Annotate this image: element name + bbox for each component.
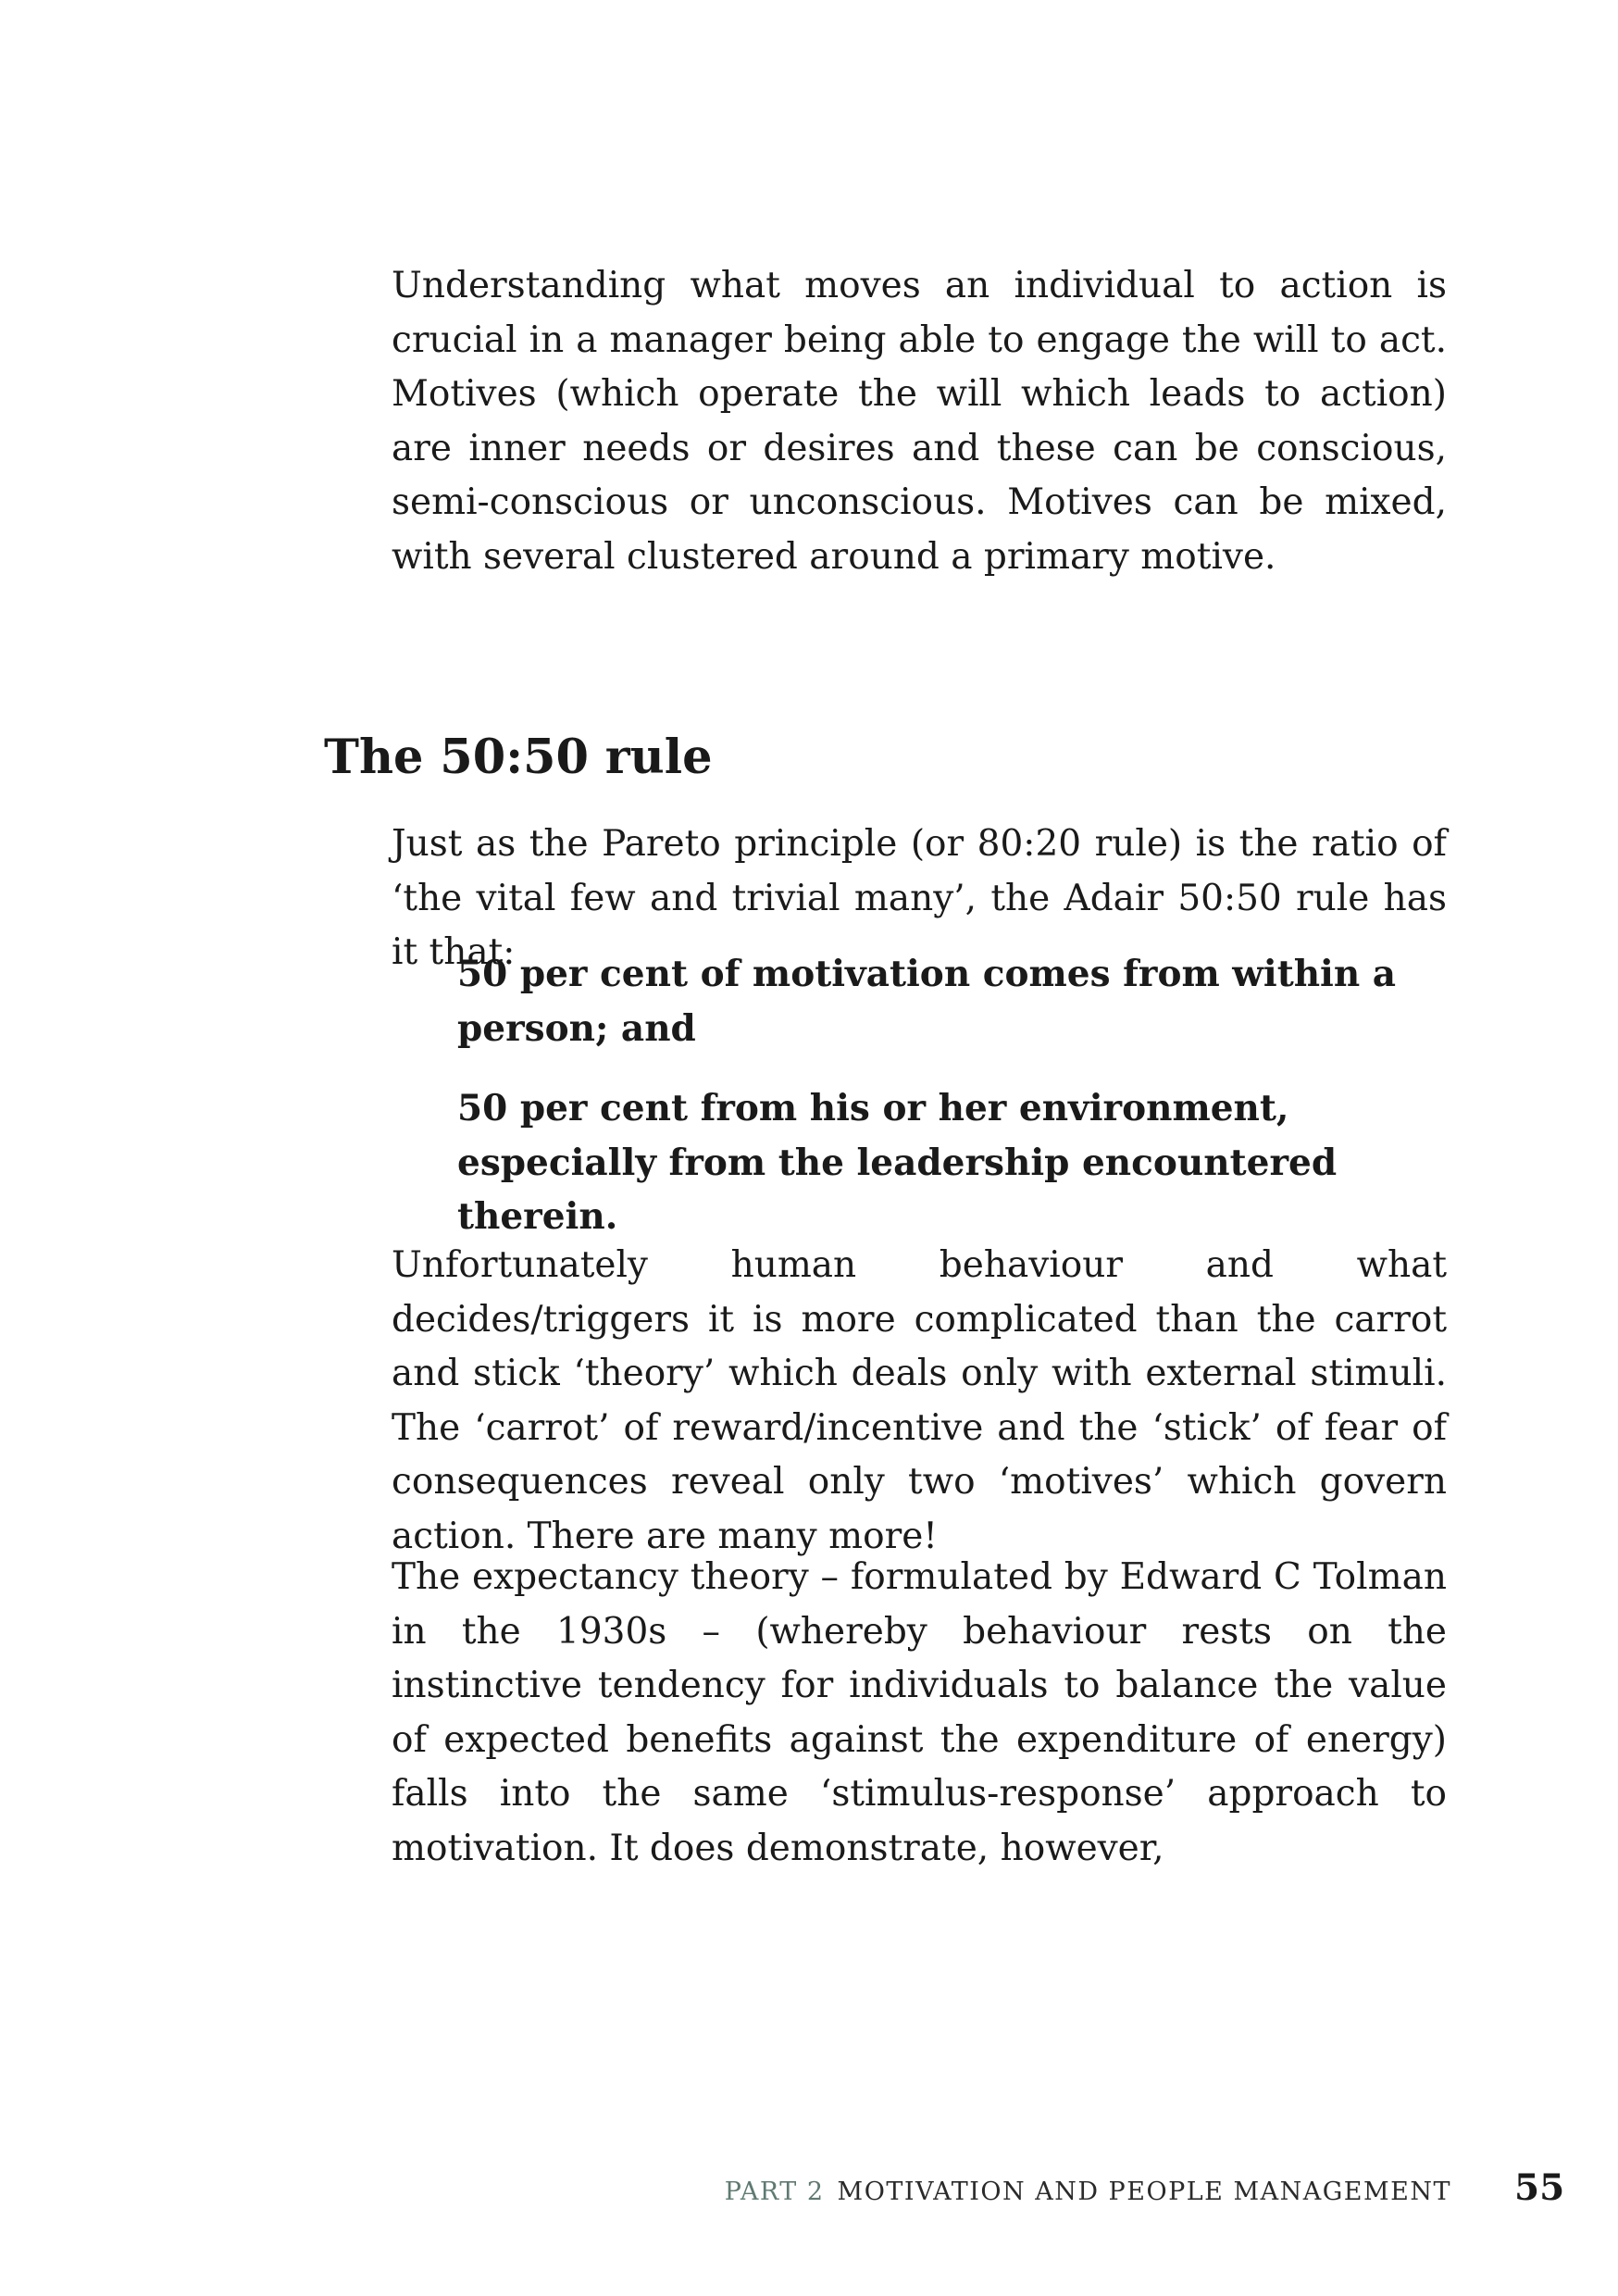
paragraph-carrot-and-stick: Unfortunately human behaviour and what decides/triggers it is more complicated than the carrot and stick ‘theory’ which deals only with external stimuli. The ‘carrot’ of reward/incentive and the ‘stick’ of fear of consequences reveal only two ‘motives’ which govern action. There are many more! [392, 1244, 1447, 1557]
paragraph-expectancy-theory: The expectancy theory – formulated by Edward C Tolman in the 1930s – (whereby behaviour rests on the instinctive tendency for individuals to balance the value of expected benefits against the expenditure of energy) falls into the same ‘stimulus-response’ approach to motivation. It does demonstrate, however, [392, 1556, 1447, 1869]
section-heading: The 50:50 rule [324, 730, 713, 785]
rule-statement-within: 50 per cent of motivation comes from within a person; and [457, 953, 1397, 1050]
paragraph-motives-intro: Understanding what moves an individual to action is crucial in a manager being able to engage the will to act. Motives (which operate the will which leads to action) are inner needs or desires and these can be conscious, semi-conscious or unconscious. Motives can be mixed, with several clustered around a primary motive. [392, 265, 1447, 578]
running-head [725, 2177, 1451, 2206]
running-head-title: MOTIVATION AND PEOPLE MANAGEMENT [837, 2177, 1451, 2206]
part-label: PART 2 [724, 2177, 825, 2206]
page-footer [0, 2166, 1618, 2213]
paragraph-pareto: Just as the Pareto principle (or 80:20 rule) is the ratio of ‘the vital few and trivial many’, the Adair 50:50 rule has it that: [392, 823, 1447, 973]
page-number: 55 [1514, 2166, 1565, 2209]
rule-statement-environment: 50 per cent from his or her environment, especially from the leadership encountered therein. [457, 1087, 1338, 1238]
